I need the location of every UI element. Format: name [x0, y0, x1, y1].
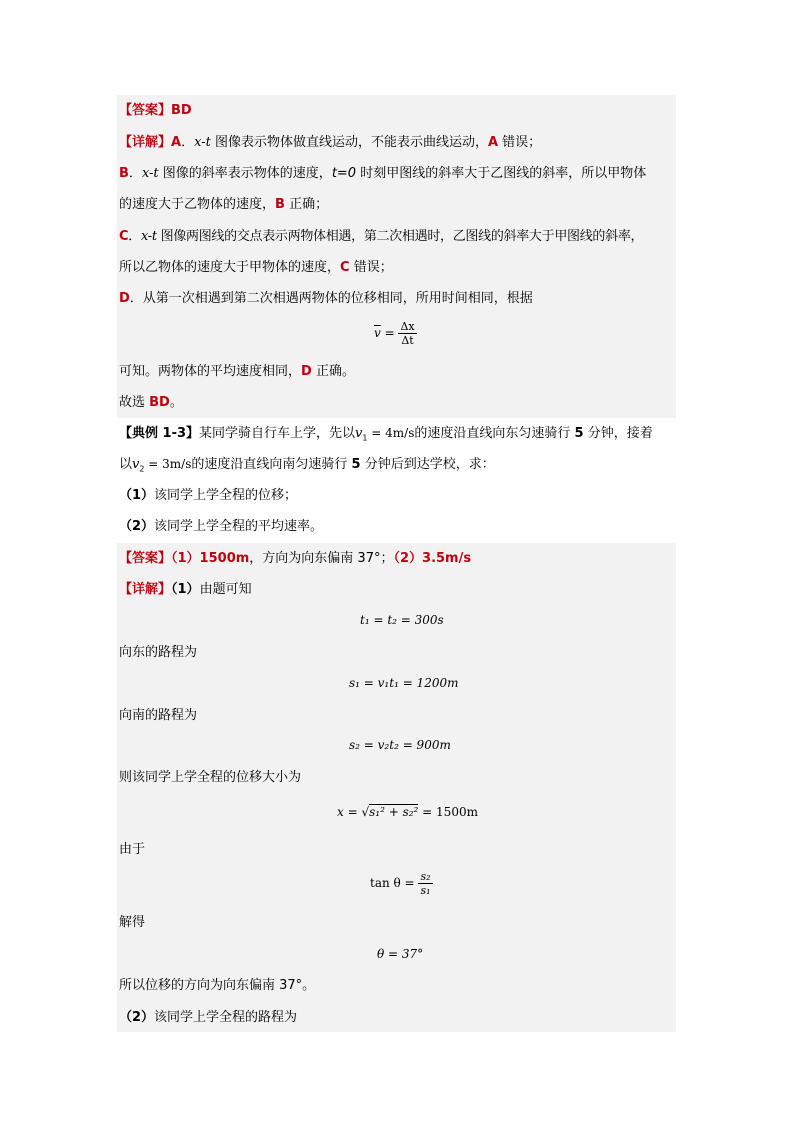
xt-symbol: x-t [194, 135, 211, 150]
because-line: 由于 [119, 842, 146, 857]
equals: = [380, 326, 399, 340]
equation-time: t₁ = t₂ = 300s [360, 613, 444, 627]
question-label: 【典例 1-3】 [119, 426, 200, 441]
detail-line-d [119, 289, 533, 309]
option-letter: C [340, 260, 350, 275]
v-symbol: v [355, 426, 363, 441]
answer-value: BD [171, 103, 192, 118]
question-sub-2 [119, 517, 323, 537]
text: 图像表示物体做直线运动，不能表示曲线运动， [210, 135, 488, 150]
text: 图像两图线的交点表示两物体相遇，第二次相遇时，乙图线的斜率大于甲图线的斜率， [156, 229, 644, 244]
question-sub-1 [119, 486, 297, 506]
question-line-1 [119, 423, 653, 449]
xt-symbol: x-t [141, 166, 159, 181]
text: 该同学上学全程的平均速率。 [154, 519, 324, 534]
direction-line: 所以位移的方向为向东偏南 37°。 [119, 978, 316, 993]
t0-symbol: t=0 [331, 166, 357, 181]
number: 5 [574, 426, 584, 441]
detail-label: 【详解】 [119, 135, 172, 150]
value: = 4m/s [367, 426, 415, 440]
text: ． [128, 166, 142, 181]
numerator: Δx [400, 320, 415, 333]
option-letter: D [119, 291, 130, 306]
text: 故选 [119, 395, 150, 410]
detail-line-c2 [119, 258, 393, 278]
text: 。 [169, 395, 183, 410]
text: 该同学上学全程的路程为 [154, 1010, 298, 1025]
formula-average-velocity [374, 320, 417, 347]
equation-angle: θ = 37° [377, 947, 424, 961]
final-value: BD [149, 395, 170, 410]
xt-symbol: x-t [140, 229, 157, 244]
radicand: s₁² + s₂² [369, 805, 419, 819]
equation-south: s₂ = v₂t₂ = 900m [349, 738, 451, 752]
detail-label: 【详解】 [119, 582, 172, 597]
sub-number: （2） [119, 519, 155, 534]
answer-label: 【答案】 [119, 103, 172, 118]
detail-line-2 [119, 580, 252, 600]
text: ． [181, 135, 195, 150]
displacement-line: 则该同学上学全程的位移大小为 [119, 770, 302, 785]
conclusion-line [119, 362, 355, 382]
text: ，方向为向东偏南 37°； [249, 551, 394, 566]
text: 的速度沿直线向东匀速骑行 [414, 426, 575, 441]
denominator: Δt [401, 334, 414, 347]
number: 5 [351, 457, 361, 472]
answer-part-1: （1）1500m [171, 551, 250, 566]
equation-east: s₁ = v₁t₁ = 1200m [349, 676, 459, 690]
denominator: s₁ [420, 884, 431, 897]
final-choice-line [119, 393, 183, 413]
text: 时刻甲图线的斜率大于乙图线的斜率，所以甲物体 [356, 166, 647, 181]
text: 可知。两物体的平均速度相同， [119, 364, 302, 379]
text: 该同学上学全程的位移； [154, 488, 298, 503]
sqrt-icon: √ [361, 805, 370, 819]
v-symbol: v [132, 457, 140, 472]
fraction [398, 320, 416, 347]
text: 所以乙物体的速度大于甲物体的速度， [119, 260, 341, 275]
value: = 3m/s [144, 457, 192, 471]
question-line-2 [119, 454, 495, 480]
sub-number: （2） [119, 1010, 155, 1025]
text: 以 [119, 457, 133, 472]
answer-line [119, 101, 192, 121]
lhs: x = [337, 805, 362, 819]
option-letter: A [171, 135, 182, 150]
fraction [418, 870, 432, 897]
part2-line [119, 1008, 297, 1028]
detail-line-a [119, 133, 541, 153]
equation-tan [370, 870, 433, 897]
subscript: 2 [139, 464, 145, 474]
sub-number: （1） [171, 582, 200, 597]
option-letter: D [301, 364, 312, 379]
solve-line: 解得 [119, 915, 146, 930]
text: 分钟后到达学校，求： [360, 457, 495, 472]
detail-line-b2 [119, 195, 328, 215]
answer-label: 【答案】 [119, 551, 172, 566]
detail-line-c1 [119, 227, 643, 247]
v-bar: $\overline{v}$ [374, 326, 381, 340]
text: ． [128, 229, 141, 244]
text: 的速度沿直线向南匀速骑行 [191, 457, 352, 472]
subscript: 1 [362, 433, 368, 443]
text: 正确； [284, 197, 329, 212]
east-line: 向东的路程为 [119, 645, 198, 660]
rhs: = 1500m [418, 805, 478, 819]
answer-part-2: （2）3.5m/s [393, 551, 472, 566]
south-line: 向南的路程为 [119, 708, 198, 723]
option-letter: C [119, 229, 129, 244]
text: 某同学骑自行车上学，先以 [199, 426, 356, 441]
text: ．从第一次相遇到第二次相遇两物体的位移相同，所用时间相同，根据 [129, 291, 533, 306]
text: 的速度大于乙物体的速度， [119, 197, 276, 212]
sub-number: （1） [119, 488, 155, 503]
equation-displacement [337, 804, 478, 820]
option-letter: B [275, 197, 285, 212]
answer-line-2 [119, 549, 471, 569]
text: 错误； [349, 260, 393, 275]
text: 图像的斜率表示物体的速度， [158, 166, 332, 181]
numerator: s₂ [420, 870, 431, 883]
option-letter: A [487, 135, 499, 150]
option-letter: B [119, 166, 129, 181]
text: 由题可知 [199, 582, 252, 597]
text: 错误； [498, 135, 542, 150]
lhs: tan θ = [370, 876, 419, 890]
text: 正确。 [311, 364, 355, 379]
text: 分钟，接着 [583, 426, 653, 441]
detail-line-b1 [119, 164, 646, 184]
